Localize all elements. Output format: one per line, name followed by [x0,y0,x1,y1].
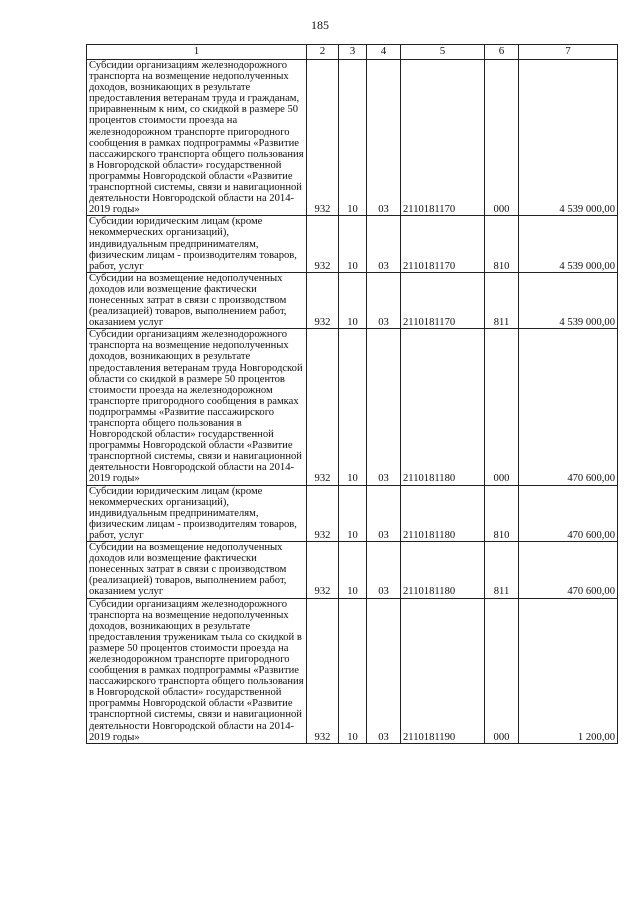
row-subsection: 03 [367,272,401,328]
column-header-7: 7 [519,45,618,60]
row-target-article: 2110181170 [401,60,485,216]
row-admin-code: 932 [307,329,339,485]
row-admin-code: 932 [307,485,339,541]
row-expense-type: 810 [485,216,519,272]
row-amount: 4 539 000,00 [519,216,618,272]
row-amount: 1 200,00 [519,598,618,743]
row-amount: 4 539 000,00 [519,272,618,328]
row-description: Субсидии организациям железнодорожного транспорта на возмещение недополученных доходов, возникающих в результате предоставления ветеранам труда и гражданам, приравненным к ним, со скидкой в размере 50 процентов стоимости проезда на железнодорожном транспорте пригородного сообщения в рамках подпрограммы «Развитие пассажирского транспорта общего пользования в Новгородской области» государственной программы Новгородской области «Развитие транспортной системы, связи и навигационной деятельности Новгородской области на 2014-2019 годы» [87,60,307,216]
row-amount: 470 600,00 [519,329,618,485]
table-row [87,60,618,216]
table-row [87,542,618,598]
row-expense-type: 000 [485,60,519,216]
table-row [87,485,618,541]
column-header-1: 1 [87,45,307,60]
column-header-4: 4 [367,45,401,60]
row-subsection: 03 [367,329,401,485]
row-target-article: 2110181170 [401,272,485,328]
row-section: 10 [339,598,367,743]
row-subsection: 03 [367,60,401,216]
row-description: Субсидии юридическим лицам (кроме некоммерческих организаций), индивидуальным предпринимателям, физическим лицам - производителям товаров, работ, услуг [87,216,307,272]
budget-table [86,44,618,744]
table-row [87,272,618,328]
row-admin-code: 932 [307,60,339,216]
page-number: 185 [311,18,329,32]
row-amount: 4 539 000,00 [519,60,618,216]
row-description: Субсидии на возмещение недополученных доходов или возмещение фактически понесенных затрат в связи с производством (реализацией) товаров, выполнением работ, оказанием услуг [87,272,307,328]
row-description: Субсидии организациям железнодорожного транспорта на возмещение недополученных доходов, возникающих в результате предоставления ветеранам труда Новгородской области со скидкой в размере 50 процентов стоимости проезда на железнодорожном транспорте пригородного сообщения в рамках подпрограммы «Развитие пассажирского транспорта общего пользования в Новгородской области» государственной программы Новгородской области «Развитие транспортной системы, связи и навигационной деятельности Новгородской области на 2014-2019 годы» [87,329,307,485]
row-subsection: 03 [367,216,401,272]
row-admin-code: 932 [307,542,339,598]
row-section: 10 [339,216,367,272]
row-subsection: 03 [367,485,401,541]
table-row [87,598,618,743]
row-amount: 470 600,00 [519,542,618,598]
row-expense-type: 000 [485,329,519,485]
row-expense-type: 811 [485,542,519,598]
row-admin-code: 932 [307,598,339,743]
column-header-3: 3 [339,45,367,60]
row-amount: 470 600,00 [519,485,618,541]
row-target-article: 2110181180 [401,542,485,598]
row-subsection: 03 [367,598,401,743]
column-header-5: 5 [401,45,485,60]
column-header-6: 6 [485,45,519,60]
header-row [87,45,618,60]
row-description: Субсидии юридическим лицам (кроме некоммерческих организаций), индивидуальным предпринимателям, физическим лицам - производителям товаров, работ, услуг [87,485,307,541]
row-target-article: 2110181190 [401,598,485,743]
row-admin-code: 932 [307,272,339,328]
row-target-article: 2110181180 [401,485,485,541]
row-section: 10 [339,272,367,328]
row-expense-type: 000 [485,598,519,743]
row-admin-code: 932 [307,216,339,272]
row-expense-type: 811 [485,272,519,328]
row-description: Субсидии организациям железнодорожного транспорта на возмещение недополученных доходов, возникающих в результате предоставления труженикам тыла со скидкой в размере 50 процентов стоимости проезда на железнодорожном транспорте пригородного сообщения в рамках подпрограммы «Развитие пассажирского транспорта общего пользования в Новгородской области» государственной программы Новгородской области «Развитие транспортной системы, связи и навигационной деятельности Новгородской области на 2014-2019 годы» [87,598,307,743]
row-expense-type: 810 [485,485,519,541]
table-row [87,216,618,272]
row-section: 10 [339,542,367,598]
column-header-2: 2 [307,45,339,60]
row-subsection: 03 [367,542,401,598]
row-target-article: 2110181170 [401,216,485,272]
table-row [87,329,618,485]
row-target-article: 2110181180 [401,329,485,485]
row-section: 10 [339,60,367,216]
row-section: 10 [339,485,367,541]
row-description: Субсидии на возмещение недополученных доходов или возмещение фактически понесенных затрат в связи с производством (реализацией) товаров, выполнением работ, оказанием услуг [87,542,307,598]
row-section: 10 [339,329,367,485]
